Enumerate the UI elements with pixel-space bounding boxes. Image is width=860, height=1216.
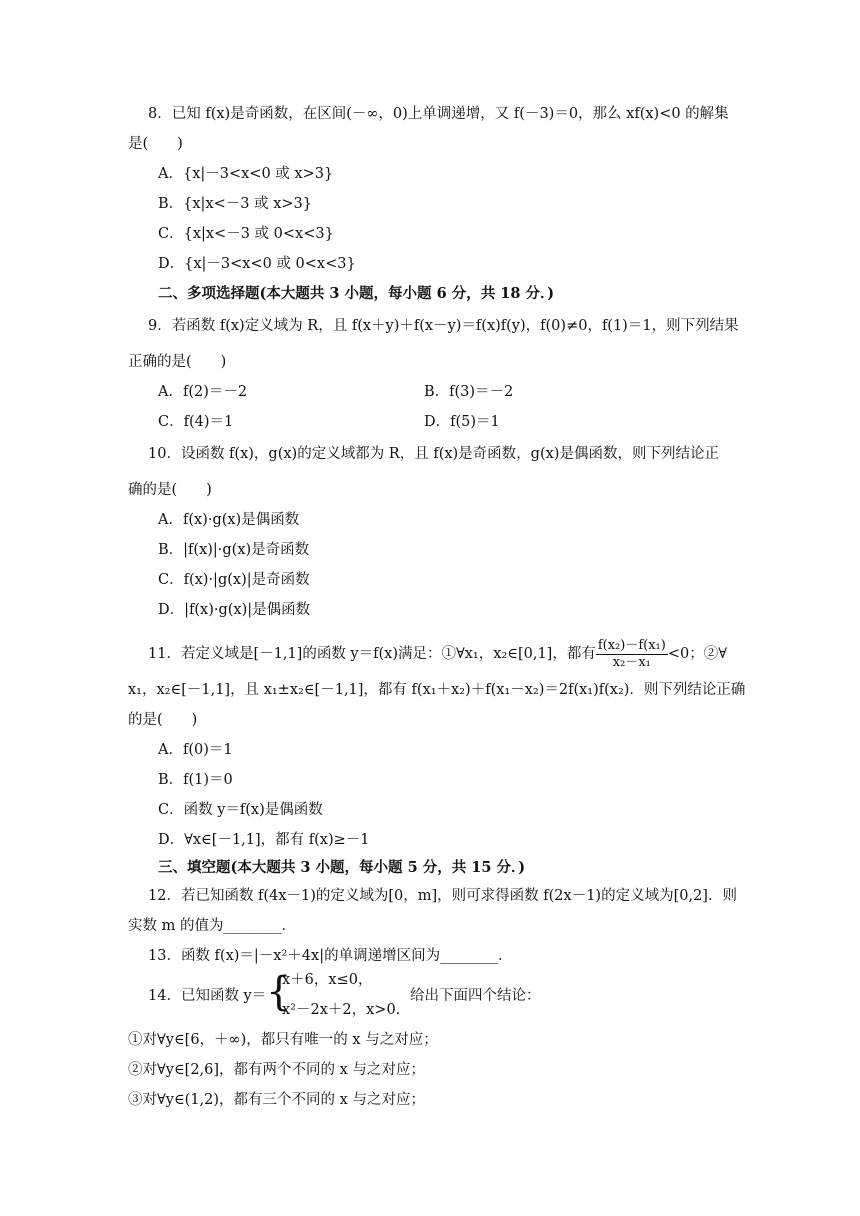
q9-option-b: B．f(3)＝－2 xyxy=(424,384,514,400)
q10-stem-line1: 10．设函数 f(x)，g(x)的定义域都为 R，且 f(x)是奇函数，g(x)是偶函数，则下列结论正 xyxy=(148,446,719,462)
q9-option-c: C．f(4)＝1 xyxy=(158,414,234,430)
q9-stem-line2: 正确的是( ) xyxy=(128,354,227,370)
q11-option-a: A．f(0)＝1 xyxy=(158,742,233,758)
q11-option-d: D．∀x∈[－1,1]，都有 f(x)≥－1 xyxy=(158,832,370,848)
q10-option-b: B．|f(x)|·g(x)是奇函数 xyxy=(158,542,310,558)
q10-stem-line2: 确的是( ) xyxy=(128,482,212,498)
q12-line2: 实数 m 的值为________． xyxy=(128,918,296,934)
q12-line1: 12．若已知函数 f(4x－1)的定义域为[0，m]，则可求得函数 f(2x－1)的定义域为[0,2]．则 xyxy=(148,888,737,904)
q11-stem-line2: x₁，x₂∈[－1,1]，且 x₁±x₂∈[－1,1]，都有 f(x₁＋x₂)＋f(x₁－x₂)＝2f(x₁)f(x₂)．则下列结论正确 xyxy=(128,682,746,698)
q8-option-d: D．{x|－3<x<0 或 0<x<3} xyxy=(158,256,356,272)
q11-fraction-numerator: f(x₂)－f(x₁) xyxy=(597,637,666,653)
q8-option-b: B．{x|x<－3 或 x>3} xyxy=(158,196,312,212)
q9-option-a: A．f(2)＝－2 xyxy=(158,384,248,400)
q8-option-a: A．{x|－3<x<0 或 x>3} xyxy=(158,166,334,182)
q8-option-c: C．{x|x<－3 或 0<x<3} xyxy=(158,226,334,242)
q14-brace: { xyxy=(266,969,292,1015)
q10-option-c: C．f(x)·|g(x)|是奇函数 xyxy=(158,572,310,588)
section-heading-fill-in: 三、填空题(本大题共 3 小题，每小题 5 分，共 15 分．) xyxy=(158,859,526,876)
q11-fraction xyxy=(596,638,668,671)
q14-piece1: x＋6，x≤0， xyxy=(282,972,373,988)
q14-suffix: 给出下面四个结论： xyxy=(410,988,541,1004)
q11-stem-line1-suffix: <0；②∀ xyxy=(667,646,727,662)
q13-line: 13．函数 f(x)＝|－x²＋4x|的单调递增区间为________． xyxy=(148,948,513,964)
q10-option-d: D．|f(x)·g(x)|是偶函数 xyxy=(158,602,311,618)
section-heading-multiple-choice: 二、多项选择题(本大题共 3 小题，每小题 6 分，共 18 分．) xyxy=(158,285,555,302)
q14-conclusion-1: ①对∀y∈[6，＋∞)，都只有唯一的 x 与之对应； xyxy=(128,1032,438,1048)
q10-option-a: A．f(x)·g(x)是偶函数 xyxy=(158,512,300,528)
q11-option-c: C．函数 y＝f(x)是偶函数 xyxy=(158,802,323,818)
q11-fraction-denominator: x₂－x₁ xyxy=(612,654,651,670)
q11-stem-line1 xyxy=(148,632,727,676)
q8-stem-line1: 8．已知 f(x)是奇函数，在区间(－∞，0)上单调递增，又 f(－3)＝0，那么 xf(x)<0 的解集 xyxy=(148,106,729,122)
q11-option-b: B．f(1)＝0 xyxy=(158,772,233,788)
q11-stem-line3: 的是( ) xyxy=(128,712,198,728)
q11-stem-line1-prefix: 11．若定义域是[－1,1]的函数 y＝f(x)满足：①∀x₁，x₂∈[0,1]，都有 xyxy=(148,646,596,662)
q14-conclusion-3: ③对∀y∈(1,2)，都有三个不同的 x 与之对应； xyxy=(128,1092,425,1108)
q14-piece2: x²－2x＋2，x>0. xyxy=(282,1002,401,1018)
q14-prefix: 14．已知函数 y＝ xyxy=(148,988,267,1004)
q8-stem-line2: 是( ) xyxy=(128,136,183,152)
q9-stem-line1: 9．若函数 f(x)定义域为 R，且 f(x＋y)＋f(x－y)＝f(x)f(y)，f(0)≠0，f(1)＝1，则下列结果 xyxy=(148,318,739,334)
q9-option-d: D．f(5)＝1 xyxy=(424,414,500,430)
q14-conclusion-2: ②对∀y∈[2,6]，都有两个不同的 x 与之对应； xyxy=(128,1062,425,1078)
